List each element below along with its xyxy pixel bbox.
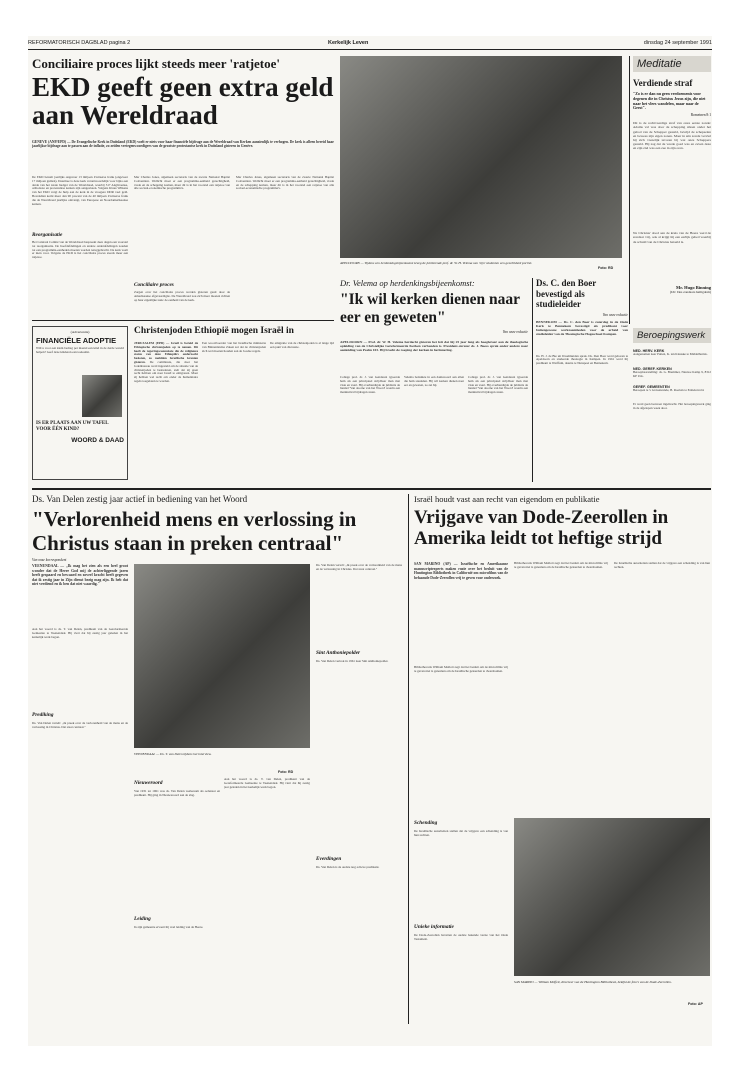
israel-article [414, 494, 710, 549]
top-headline: EKD geeft geen extra geld aan Wereldraad [32, 72, 334, 130]
velema-article [340, 278, 528, 334]
beroep-text-1: Aangenomen naar Putten, K. ten Kleuske te Middelharnis. [633, 353, 708, 356]
top-subhead-1: Reorganisatie [32, 232, 63, 238]
vandelen-body-8: Ds. Van Delen is de oudste nog actieve predikant. [316, 866, 380, 869]
israel-body-4: Bibliothecaris William Moffett zegt dat het besluit om de microfilms vrij te geven niet is genomen om de Israëlische geleerden te dwarsbomen. [514, 562, 608, 569]
column-rule [629, 56, 630, 324]
vandelen-lead: VEENENDAAL — „Ik mag het zien als een heel groot wonder dat de Heere God mij de achterliggende jaren heeft gespaard en bewaard en zoveel kracht heeft gegeven dat ik zestig jaar in Zijn dienst bezig mag zijn. Ik heb dat niet verdiend en ik ben dat niet waardig." [32, 564, 128, 587]
vandelen-body-7: Ds. Van Delen vertrok in 1961 naar Sint Anthoniepolder. [316, 660, 389, 663]
meditatie-body: Dit is de rechtvaardige straf van onze eerste zonde: Adams val was door de schepping alleen onder het gebod van de Schepper gesteld, bevrijd de schepselen en bewees zijn eigen zonen. Maar in één zonde verviel hij zich vrezelijk tevoren bij wat onze Scheppers gesteld. Hij zag dat de wrede goed was en zeven deze en zijn ziel was een zee in zijn oren. [633, 121, 711, 151]
meditatie-author-note: (Uit: Des zondaars heiligdom) [669, 290, 711, 295]
meditatie-ref: Romeinen 8:1 [690, 113, 711, 118]
top-subhead-2: Conciliaire proces [134, 282, 174, 288]
beroep-text-2: Beroepbaarstelling: ds. G. Bremmer, Nieuwe Kamp 9, 8312 KP Urk. [633, 371, 711, 378]
top-body-5: Mar Charles Jones, algemeen secretaris van de zwarte National Baptist Convention. Wellicht moet er een programma-eenheid gerechtigheid, vrede en de schepping komen, maar dit is in het voorstel een ratjetoe van alle sociaal-economische programma's. [236, 176, 334, 191]
beroep-section-2: NED. GEREF. KERKEN [633, 367, 672, 371]
ethiopia-body-2: Een woordvoerder van het Israëlische ministerie van Binnenlandse Zaken zei dat de christenjoden zich wel moeten houden aan de Joodse regels. [202, 342, 266, 353]
ethiopia-body-3: De emigratie van de christenjoden is al lange tijd een punt van discussie. [270, 342, 334, 349]
israel-body-5: De Israëlische autoriteiten stellen dat de vrijgave een schending is van hun rechten. [614, 562, 710, 569]
velema-kicker: Dr. Velema op herdenkingsbijeenkomst: [340, 278, 475, 288]
top-article [32, 56, 334, 129]
advert-child-photo [82, 375, 122, 417]
issue-date: dinsdag 24 september 1991 [643, 40, 712, 46]
beroep-section-1: NED. HERV. KERK [633, 349, 665, 353]
advert-title: FINANCIËLE ADOPTIE [36, 336, 117, 345]
top-body-3: Mar Charles Jones, algemeen secretaris van de zwarte National Baptist Convention. Wellicht moet er een programma-eenheid gerechtigheid, vrede en de schepping komen, maar dit is in het voorstel een ratjetoe van alle sociaal-economische programma's. [134, 176, 230, 191]
top-body: De EKD betaalt jaarlijks ongeveer 13 miljoen Zwitserse frank (ongeveer 17 miljoen gulden). Daarmee is deze kerk verantwoordelijk voor bijna een derde van het totale budget van de Wereldraad, waarbij 317 Anglicaanse, orthodoxe en protestantse kerken zijn aangesloten. Volgens Klaus Wilkens van het EKD vergt de hulp aan de kerk in de vroegere DDR veel geld. Bovendien komt meer dan 90 procent van de 40 miljoen Zwitserse frank die de Wereldraad jaarlijks ontvangt, van Europese en Noordamerikaanse kerken. [32, 176, 128, 206]
velema-body-2: Velema bedankte in een dankwoord aan allen die hem steunden. Hij wil kerken dienen naar eer en geweten, zo zei hij. [404, 376, 464, 387]
meditatie-body-2: Na Christus' dood aan de kruis van de Heere werd de zondaar vrij, ook al krijgt hij een eerlijk gebed waarbij de schuld van de Christus betaald is. [633, 231, 711, 244]
advert-slogan: IS ER PLAATS AAN UW TAFEL VOOR ÉÉN KIND? [36, 421, 109, 432]
velema-lead: APELDOORN — Prof. dr. W. H. Velema herdacht gisteren het feit dat hij 25 jaar lang als hoogleraar aan de theologische opleiding van de Christelijke Gereformeerde Kerken verbonden is. President-curator ds. J. Boess sprak onder andere naar aanleiding van Psalm 103. Hij bracht de roeping der kerken in herinnering. [340, 340, 528, 353]
meditatie-quote: "Zo is er dan nu geen verdoemenis voor degenen die in Christus Jezus zijn, die niet naar het vlees wandelen, maar naar de Geest". [633, 91, 706, 111]
beroepingswerk-tag: Beroepingswerk [633, 328, 711, 343]
israel-kicker: Israël houdt vast aan recht van eigendom en publikatie [414, 494, 600, 504]
denboer-headline: Ds. C. den Boer bevestigd als studieleider [536, 278, 597, 309]
israel-subhead-1: Schending [414, 820, 438, 826]
beroep-section-3: GEREF. GEMEENTEN [633, 385, 670, 389]
meditatie-title: Verdiende straf [633, 78, 693, 88]
vandelen-article [32, 494, 404, 562]
top-body-4: Zorgen over het conciliaire proces werden gisteren geuit door de Amerikaanse afgevaardigde. De Wereldraad zou zich meer moeten richten op haar eigenlijke taak: de eenheid van de kerk. [134, 291, 230, 302]
velema-byline: Van onze redactie [502, 330, 528, 334]
velema-photo-credit: Foto: RD [598, 266, 614, 270]
beroepingswerk [633, 328, 711, 463]
ethiopia-lead: JERUZALEM (EPD) — Israël is bereid de Ethiopische christenjoden op te nemen. Dit heeft de regeringscommissie die de religieuze status van deze Ethiopiërs onderzocht besloten, zo meldden Israëlische kranten gisteren. De commissie, die door het Jodenbureau werd ingesteld om de situatie van de christenjoden te bestuderen, stelt dat zij geen recht hebben om naar Israël te emigreren. Maar zij hebben wel recht om onder de humanitaire regels toegelaten te worden. [134, 342, 198, 383]
vandelen-kicker: Ds. Van Delen zestig jaar actief in bediening van het Woord [32, 494, 248, 504]
ethiopia-headline: Christenjoden Ethiopië mogen Israël in [134, 326, 294, 336]
vandelen-headline: "Verlorenheid mens en verlossing in Christus staan in preken centraal" [32, 507, 357, 555]
advert-text: Wilt u voor een klein bedrag per maand een kind in de derde wereld helpen? Geef deze kinderen een toekomst. [36, 347, 124, 354]
beroep-body: Er werd geen bezwaar ingebracht. Het beroepingswerk ging in de afgelopen week door. [633, 403, 711, 410]
vandelen-subhead-1: Prediking [32, 712, 54, 718]
beroep-text-3: Beroepen te 's Gravenzande, B. Roelofs te Ermelerveld. [633, 389, 705, 392]
vandelen-subhead-4: Sint Anthoniepolder [316, 650, 361, 656]
vandelen-subhead-2: Nieuweroord [134, 780, 163, 786]
velema-headline: "Ik wil kerken dienen naar eer en geweten" [340, 291, 520, 326]
meditatie-tag: Meditatie [633, 56, 711, 72]
vandelen-body-3: Van 1931 tot 1961 was ds. Van Delen werkzaam als oefenaar en predikant. Hij ging in Nieuweroord aan de slag. [134, 790, 220, 797]
ethiopia-article [134, 326, 334, 337]
advertisement [32, 326, 128, 480]
denboer-article [536, 278, 628, 460]
meditatie [633, 56, 711, 294]
moffett-photo-credit: Foto: AP [688, 1002, 703, 1006]
velema-body-3: College prof. dr. J. van Genderen typeerde hem als een principieel strijdbaar man met visie en vaart. Hij overhandigde de jubilaris de bundel 'Van doorne van het Woord' waarin een marktuitval bijdragen staan. [468, 376, 528, 395]
top-kicker: Conciliaire proces lijkt steeds meer 'ratjetoe' [32, 56, 281, 71]
moffett-photo-caption: SAN MARINO — William Moffett, directeur van de Huntington Bibliotheek, bekijkt de foto's van de Dode-Zeerollen. [514, 980, 672, 984]
israel-lead: SAN MARINO (AP) — Israëlische en Amerikaanse manuscriptexperts maken ruzie over het besluit van de Huntington Bibliotheek in Californië om microfilms van de befaamde Dode-Zeerollen vrij te geven voor onderzoek. [414, 562, 508, 580]
israel-body-2: De Israëlische autoriteiten stellen dat de vrijgave een schending is van hun rechten. [414, 830, 508, 837]
israel-body: Bibliothecaris William Moffett zegt dat het besluit om de microfilms vrij te geven niet is genomen om de Israëlische geleerden te dwarsbomen. [414, 666, 508, 673]
top-lead: GENEVE (ANP/EPD) — De Evangelische Kerk in Duitsland (EKD) voelt er niets voor haar financiële bijdrage aan de Wereldraad van Kerken aanzienlijk te verhogen. De kerk is alleen bereid haar jaarlijkse bijdrage aan te passen aan de inflatie, zo zeiden vertegenwoordigers van de grootste protestantse kerk in Duitsland gisteren in Genève. [32, 140, 334, 149]
vandelen-subhead-3: Leiding [134, 916, 151, 922]
velema-photo-caption: APELDOORN — Tijdens een herdenkingsbijeenkomst kreeg de jubilerende prof. dr. W. H. Velema van 'zijn' studenten een geschilderd portret. [340, 261, 533, 265]
vandelen-body-4: In zijn gemeente ervaart hij veel leiding van de Heere. [134, 926, 204, 929]
advert-label: (Advertentie) [70, 330, 90, 334]
velema-body: College prof. dr. J. van Genderen typeerde hem als een principieel strijdbaar man met visie en vaart. Hij overhandigde de jubilaris de bundel 'Van doorne van het Woord' waarin een marktuitval bijdragen staan. [340, 376, 400, 395]
vandelen-byline: Van onze korrespondent [32, 558, 67, 562]
denboer-byline: Van onze redactie [602, 312, 628, 317]
section-name: Kerkelijk Leven [328, 40, 369, 46]
israel-subhead-2: Unieke informatie [414, 924, 454, 930]
vandelen-subhead-5: Everdingen [316, 856, 342, 862]
denboer-body: Ds. H. J. de Bie uit IJsselmuiden sprak. Ds. Den Boer werd geboren te Apeldoorn en studeerde theologie in Kampen. In 1961 werd hij predikant te Warffum, daarna te Nunspeet en Bennekom. [536, 354, 628, 366]
vandelen-body-5: Aan het woord is ds. T. van Delen, predikant van de Gereformeerde Gemeente te Veenendaal. Hij viert dat hij zestig jaar geleden in het kerkelijk werk begon. [224, 778, 310, 789]
paper-name: REFORMATORISCH DAGBLAD pagina 2 [28, 40, 131, 46]
vandelen-body-6: Ds. Van Delen vertelt: „Ik preek over de verlorenheid van de mens en de verlossing in Christus. Dat staat centraal." [316, 564, 402, 571]
vandelen-body: Aan het woord is ds. T. van Delen, predikant van de Gereformeerde Gemeente te Veenendaal. Hij viert dat hij zestig jaar geleden in het kerkelijk werk begon. [32, 628, 128, 639]
top-body-2: Het Centraal Comité van de Wereldraad bespreekt deze dagen een voorstel tot reorganisatie. De hoofdafdelingen en andere onderafdelingen zouden tot een programma-eenheden moeten worden teruggebracht. De kerk voelt er niets voor. Volgens de EKD is het conciliaire proces steeds meer een ratjetoe. [32, 241, 128, 260]
meditatie-author: Mr. Hugo Binning [676, 285, 711, 291]
denboer-lead: BENNEKOM — Ds. C. den Boer is zaterdag in de Oude Kerk te Bennekom bevestigd als predikant voor buitengewone werkzaamheden voor de arbeid van studieleider van de Theologische Hogeschool Kampen. [536, 319, 628, 337]
newspaper-page [28, 36, 712, 1046]
israel-headline: Vrijgave van Dode-Zeerollen in Amerika leidt tot heftige strijd [414, 507, 669, 549]
advert-brand: WOORD & DAAD [71, 437, 124, 444]
moffett-photo [514, 818, 710, 976]
vandelen-photo-caption: VEENENDAAL — Ds. T. van Delen tijdens het interview. [134, 752, 212, 756]
vandelen-photo [134, 564, 310, 748]
masthead [28, 36, 712, 50]
vandelen-photo-credit: Foto: RD [278, 770, 294, 774]
vandelen-body-2: Ds. Van Delen vertelt: „Ik preek over de verlorenheid van de mens en de verlossing in Christus. Dat staat centraal." [32, 722, 128, 729]
velema-photo [340, 56, 622, 258]
israel-body-3: De Dode-Zeerollen bevatten de oudste bekende versie van het Oude Testament. [414, 934, 508, 941]
